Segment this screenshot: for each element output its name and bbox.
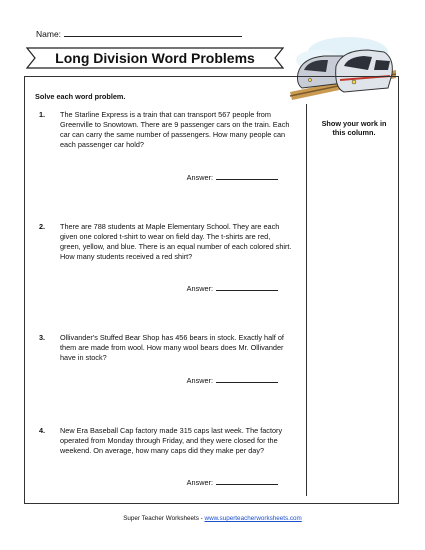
footer xyxy=(0,515,425,522)
name-field-row xyxy=(36,28,242,39)
problem-number: 3. xyxy=(39,333,46,342)
answer-blank[interactable] xyxy=(216,283,278,291)
work-column-note: Show your work in this column. xyxy=(321,119,387,137)
answer-label: Answer: xyxy=(186,284,213,293)
problem-number: 4. xyxy=(39,426,46,435)
problem-text: There are 788 students at Maple Elementary School. They are each given one colored t-shirt to wear on field day. The t-shirts are red, green, yellow, and blue. There is an equal number of each colored shirt. How many students received a red shirt? xyxy=(60,222,292,261)
problem-number: 1. xyxy=(39,110,46,119)
answer-blank[interactable] xyxy=(216,375,278,383)
problem-text: New Era Baseball Cap factory made 315 caps last week. The factory operated from Monday through Friday, and they were closed for the weekend. On average, how many caps did they make per day? xyxy=(60,426,283,455)
footer-text: Super Teacher Worksheets - xyxy=(123,515,205,522)
answer-label: Answer: xyxy=(186,478,213,487)
name-blank[interactable] xyxy=(64,28,242,37)
answer-row xyxy=(187,283,278,293)
problem-text: Ollivander's Stuffed Bear Shop has 456 bears in stock. Exactly half of them are made from wool. How many wool bears does Mr. Ollivander have in stock? xyxy=(60,333,284,362)
page-title: Long Division Word Problems xyxy=(55,50,255,66)
problem-text: The Starline Express is a train that can transport 567 people from Greenville to Snowtown. There are 9 passenger cars on the train. Each car can carry the same number of passengers. How many people can each passenger car hold? xyxy=(60,110,290,149)
name-label: Name: xyxy=(36,29,62,39)
footer-link[interactable]: www.superteacherworksheets.com xyxy=(204,515,302,522)
answer-row xyxy=(187,172,278,182)
answer-blank[interactable] xyxy=(216,477,278,485)
answer-row xyxy=(187,375,278,385)
instructions: Solve each word problem. xyxy=(35,92,126,101)
answer-blank[interactable] xyxy=(216,172,278,180)
title-banner xyxy=(26,47,284,69)
answer-label: Answer: xyxy=(186,376,213,385)
problem-number: 2. xyxy=(39,222,46,231)
answer-row xyxy=(187,477,278,487)
work-column-divider xyxy=(306,104,307,496)
answer-label: Answer: xyxy=(186,173,213,182)
